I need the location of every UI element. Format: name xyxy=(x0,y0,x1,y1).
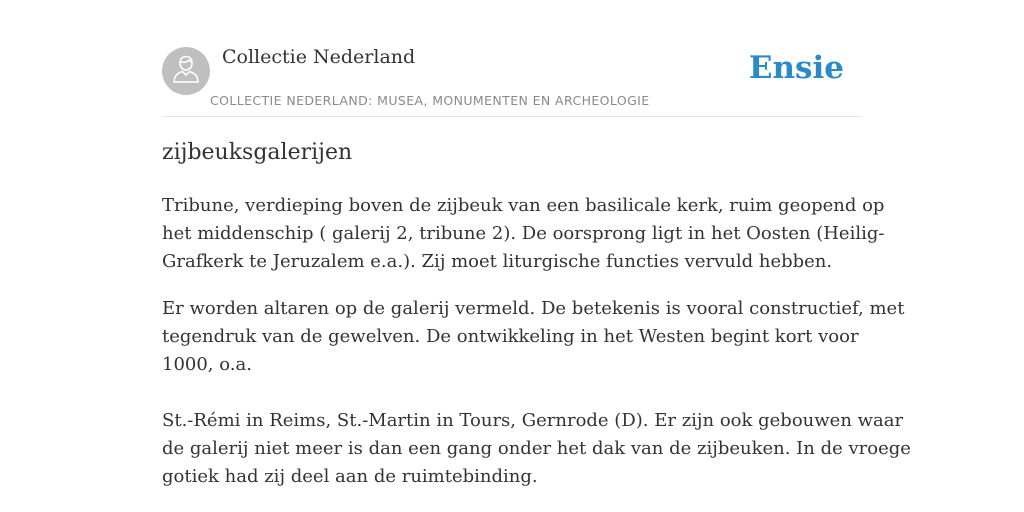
paragraph-line: Grafkerk te Jeruzalem e.a.). Zij moet liturgische functies vervuld hebben. xyxy=(162,251,833,272)
paragraph-line: gotiek had zij deel aan de ruimtebinding. xyxy=(162,466,538,487)
brand-logo[interactable]: Ensie xyxy=(748,50,844,86)
paragraph-line: St.-Rémi in Reims, St.-Martin in Tours, Gernrode (D). Er zijn ook gebouwen waar xyxy=(162,410,904,431)
entry-paragraph xyxy=(162,295,905,379)
entry-title: zijbeuksgalerijen xyxy=(162,140,353,165)
page-container xyxy=(162,0,911,487)
paragraph-line: Tribune, verdieping boven de zijbeuk van een basilicale kerk, ruim geopend op xyxy=(162,195,885,216)
paragraph-line: de galerij niet meer is dan een gang onder het dak van de zijbeuken. In de vroege xyxy=(162,438,911,459)
source-subtitle[interactable]: COLLECTIE NEDERLAND: MUSEA, MONUMENTEN EN ARCHEOLOGIE xyxy=(210,93,650,108)
paragraph-line: tegendruk van de gewelven. De ontwikkeling in het Westen begint kort voor xyxy=(162,326,859,347)
user-icon xyxy=(172,54,200,88)
avatar[interactable] xyxy=(162,47,210,95)
entry-paragraph xyxy=(162,407,911,491)
paragraph-line: Er worden altaren op de galerij vermeld. De betekenis is vooral constructief, met xyxy=(162,298,905,319)
paragraph-line: het middenschip ( galerij 2, tribune 2). De oorsprong ligt in het Oosten (Heilig- xyxy=(162,223,885,244)
header xyxy=(162,0,862,117)
entry-paragraph xyxy=(162,192,885,276)
paragraph-line: 1000, o.a. xyxy=(162,354,252,375)
source-name[interactable]: Collectie Nederland xyxy=(222,46,416,68)
